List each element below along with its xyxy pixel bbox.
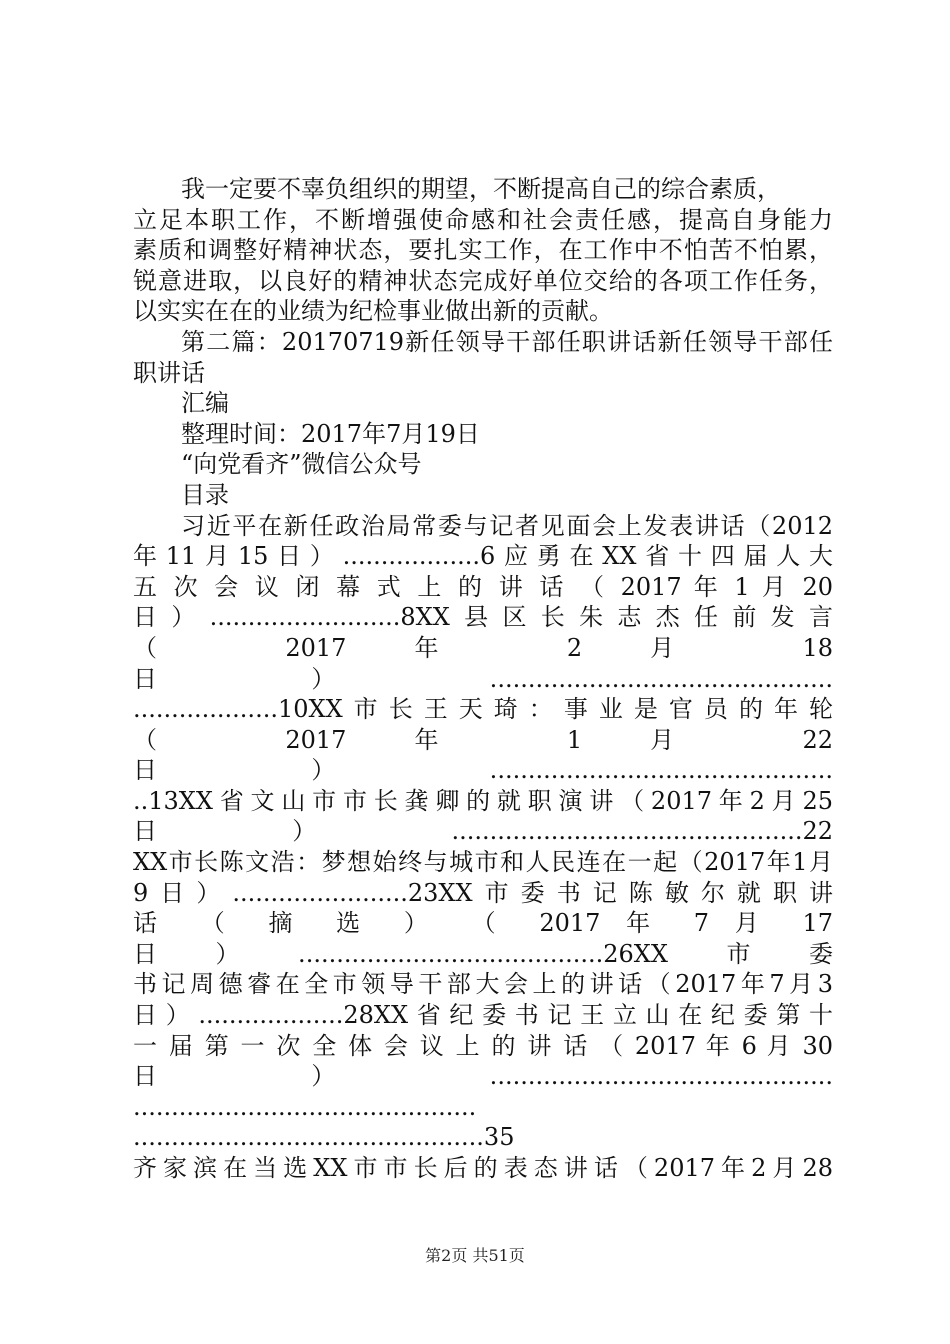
toc-line: （ 2017 年 2 月 18 [133,633,833,662]
document-body [133,174,833,1184]
toc-line: 齐家滨在当选XX市市长后的表态讲话（2017年2月28 [133,1154,833,1182]
toc-line: 日）.........................8XX县区长朱志杰任前发言 [133,603,833,632]
toc-line: 一 届 第 一 次 全 体 会 议 上 的 讲 话 （ 2017 年 6 月 30 [133,1031,833,1060]
toc-line: 日）............................................. [133,1062,833,1091]
toc-line: 书记周德睿在全市领导干部大会上的讲话（2017年7月3 [133,970,833,999]
text-line: 汇编 [181,389,229,418]
page-footer: 第2页 共51页 [425,1246,525,1265]
text-line: 立足本职工作，不断增强使命感和社会责任感，提高自身能力 [133,205,833,234]
toc-line: （ 2017 年 1 月 22 [133,725,833,754]
toc-line: ..13XX省文山市市长龚卿的就职演讲（2017年2月25 [133,786,833,815]
section-heading-cont: 职讲话 [133,358,205,387]
toc-line: XX市长陈文浩：梦想始终与城市和人民连在一起（2017年1月 [133,848,833,877]
toc-line: ............................................. [133,1092,477,1121]
toc-line: 年11月15日）..................6应勇在XX省十四届人大 [133,542,833,571]
compile-date: 整理时间：2017年7月19日 [181,419,480,448]
toc-line: 日）...................28XX省纪委书记王立山在纪委第十 [133,1001,833,1030]
text-line: 以实实在在的业绩为纪检事业做出新的贡献。 [133,297,613,326]
source-name: “向党看齐”微信公众号 [181,450,422,479]
toc-line: 日）............................................. [133,756,833,785]
toc-line: 日）..............................................22 [133,817,833,846]
toc-line: 话 （ 摘 选 ） （ 2017 年 7 月 17 [133,909,833,938]
toc-line: 9日）.......................23XX市委书记陈敏尔就职讲 [133,878,833,907]
section-heading: 第二篇：20170719新任领导干部任职讲话新任领导干部任 [181,327,833,356]
text-line: 我一定要不辜负组织的期望，不断提高自己的综合素质， [181,175,781,203]
toc-line: ..............................................35 [133,1123,515,1152]
toc-line: 日）........................................26XX市委 [133,939,833,968]
toc-line: 五 次 会 议 闭 幕 式 上 的 讲 话 （ 2017 年 1 月 20 [133,572,833,601]
text-line: 锐意进取，以良好的精神状态完成好单位交给的各项工作任务， [133,266,833,295]
toc-title: 目录 [181,480,229,509]
text-line: 素质和调整好精神状态，要扎实工作，在工作中不怕苦不怕累， [133,236,833,265]
toc-line: 日）............................................. [133,664,833,693]
toc-line: ...................10XX市长王天琦：事业是官员的年轮 [133,695,833,724]
toc-line: 习近平在新任政治局常委与记者见面会上发表讲话（2012 [181,511,833,540]
